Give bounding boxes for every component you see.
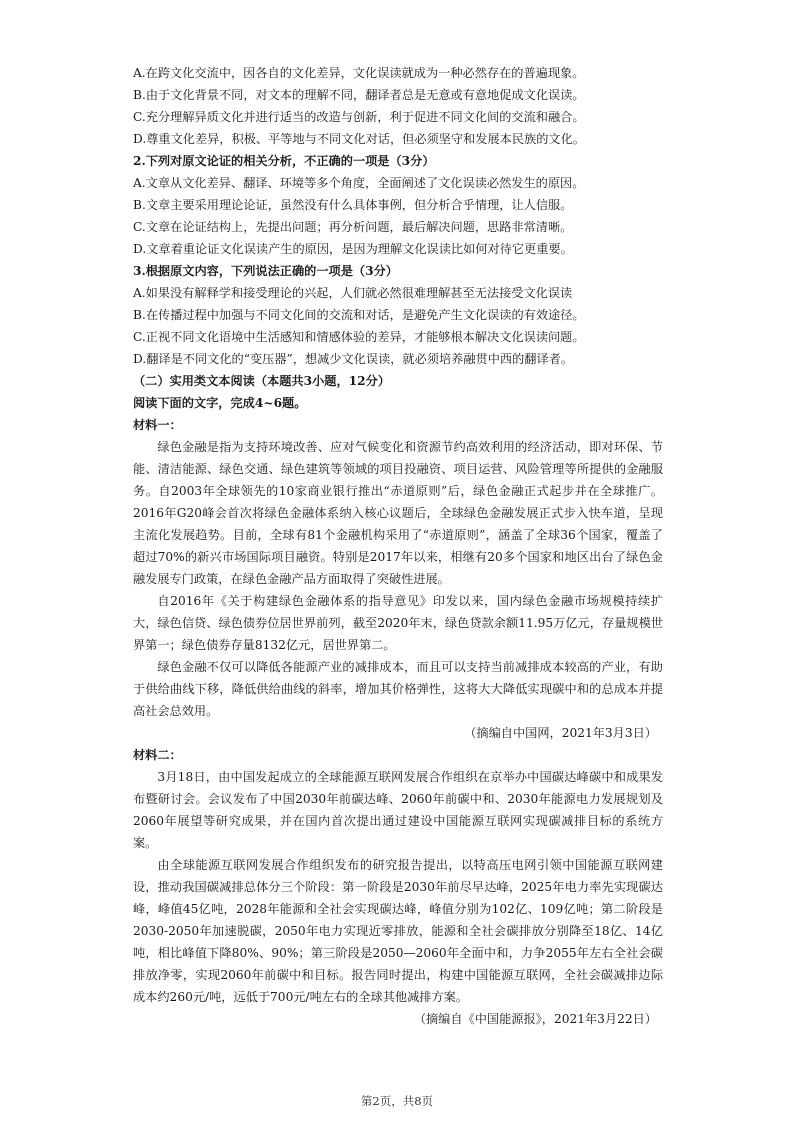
material-2-paragraph: 3月18日，由中国发起成立的全球能源互联网发展合作组织在京举办中国碳达峰碳中和成果发布暨研讨会。会议发布了中国2030年前碳达峰、2060年前碳中和、2030年能源电力发展规划及2060年展望等研究成果，并在国内首次提出通过建设中国能源互联网实现碳减排目标的系统方案。 (133, 770, 663, 850)
q2-option-b: B.文章主要采用理论论证，虽然没有什么具体事例，但分析合乎情理，让人信服。 (133, 198, 573, 212)
q3-stem: 3.根据原文内容，下列说法正确的一项是（3分） (133, 264, 398, 278)
q1-option-a: A.在跨文化交流中，因各自的文化差异，文化误读就成为一种必然存在的普遍现象。 (133, 66, 585, 80)
q3-option-a: A.如果没有解释学和接受理论的兴起，人们就必然很难理解甚至无法接受文化误读 (133, 286, 573, 300)
material-1-source: （摘编自中国网，2021年3月3日） (464, 726, 657, 740)
q3-option-b: B.在传播过程中加强与不同文化间的交流和对话，是避免产生文化误读的有效途径。 (133, 308, 585, 322)
q1-option-d: D.尊重文化差异，积极、平等地与不同文化对话，但必须坚守和发展本民族的文化。 (133, 132, 585, 146)
page-number-footer: 第2页，共8页 (360, 1094, 434, 1108)
material-2-source: （摘编自《中国能源报》，2021年3月22日） (413, 1012, 657, 1026)
material-2-label: 材料二： (133, 748, 182, 762)
q1-option-b: B.由于文化背景不同，对文本的理解不同，翻译者总是无意或有意地促成文化误读。 (133, 88, 585, 102)
page-content (133, 62, 663, 1030)
q2-option-c: C.文章在论证结构上，先提出问题；再分析问题，最后解决问题，思路非常清晰。 (133, 220, 573, 234)
material-1-label: 材料一： (133, 418, 182, 432)
material-1-paragraph: 绿色金融是指为支持环境改善、应对气候变化和资源节约高效利用的经济活动，即对环保、节能、清洁能源、绿色交通、绿色建筑等领域的项目投融资、项目运营、风险管理等所提供的金融服务。自2003年全球领先的10家商业银行推出“赤道原则”后，绿色金融正式起步并在全球推广。2016年G20峰会首次将绿色金融体系纳入核心议题后，全球绿色金融发展正式步入快车道，呈现主流化发展趋势。目前，全球有81个金融机构采用了“赤道原则”，涵盖了全球36个国家，覆盖了超过70%的新兴市场国际项目融资。特别是2017年以来，相继有20多个国家和地区出台了绿色金融发展专门政策，在绿色金融产品方面取得了突破性进展。 (133, 440, 663, 586)
material-1-paragraph: 自2016年《关于构建绿色金融体系的指导意见》印发以来，国内绿色金融市场规模持续扩大，绿色信贷、绿色债券位居世界前列，截至2020年末，绿色贷款余额11.95万亿元，存量规模世界第一；绿色债券存量8132亿元，居世界第二。 (133, 594, 663, 652)
question-1-options (133, 62, 663, 150)
section-heading: （二）实用类文本阅读（本题共3小题，12分） (133, 374, 391, 388)
q3-option-d: D.翻译是不同文化的“变压器”，想减少文化误读，就必须培养融贯中西的翻译者。 (133, 352, 574, 366)
material-1 (133, 414, 663, 744)
q2-option-a: A.文章从文化差异、翻译、环境等多个角度，全面阐述了文化误读必然发生的原因。 (133, 176, 585, 190)
material-2 (133, 744, 663, 1030)
question-2 (133, 150, 663, 260)
reading-instruction: 阅读下面的文字，完成4~6题。 (133, 396, 307, 410)
q1-option-c: C.充分理解异质文化并进行适当的改造与创新，利于促进不同文化间的交流和融合。 (133, 110, 585, 124)
q3-option-c: C.正视不同文化语境中生活感知和情感体验的差异，才能够根本解决文化误读问题。 (133, 330, 585, 344)
q2-stem: 2.下列对原文论证的相关分析，不正确的一项是（3分） (133, 154, 435, 168)
material-2-paragraph: 由全球能源互联网发展合作组织发布的研究报告提出，以特高压电网引领中国能源互联网建设，推动我国碳减排总体分三个阶段：第一阶段是2030年前尽早达峰，2025年电力率先实现碳达峰，峰值45亿吨，2028年能源和全社会实现碳达峰，峰值分别为102亿、109亿吨；第二阶段是2030-2050年加速脱碳，2050年电力实现近零排放，能源和全社会碳排放分别降至18亿、14亿吨，相比峰值下降80%、90%；第三阶段是2050—2060年全面中和，力争2055年左右全社会碳排放净零，实现2060年前碳中和目标。报告同时提出，构建中国能源互联网，全社会碳减排边际成本约260元/吨，远低于700元/吨左右的全球其他减排方案。 (133, 858, 663, 1004)
q2-option-d: D.文章着重论证文化误读产生的原因，是因为理解文化误读比如何对待它更重要。 (133, 242, 573, 256)
question-3 (133, 260, 663, 370)
material-1-paragraph: 绿色金融不仅可以降低各能源产业的减排成本，而且可以支持当前减排成本较高的产业，有助于供给曲线下移，降低供给曲线的斜率，增加其价格弹性，这将大大降低实现碳中和的总成本并提高社会总效用。 (133, 660, 663, 718)
